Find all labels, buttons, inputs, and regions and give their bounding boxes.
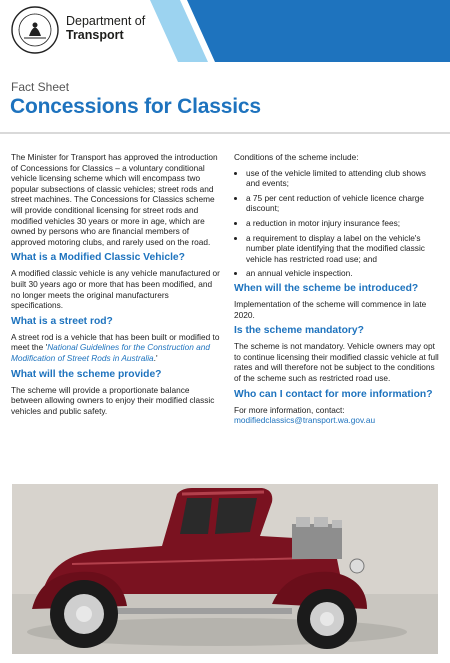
- conditions-intro: Conditions of the scheme include:: [234, 152, 359, 162]
- heading-when-introduced: When will the scheme be introduced?: [234, 282, 419, 294]
- condition-item: • use of the vehicle limited to attending club shows and events;: [246, 168, 442, 189]
- heading-modified-classic: What is a Modified Classic Vehicle?: [11, 252, 185, 264]
- wa-government-crest-icon: [10, 5, 60, 55]
- right-column: [234, 152, 442, 431]
- intro-paragraph: The Minister for Transport has approved the introduction of Concessions for Classics – a voluntary conditional vehicle licensing scheme which will encompass two popular subsections of classic vehicles; street rods and street machines. The Concessions for Classics scheme will provide conditional licensing for street rods and modified vehicles 30 years or more in age, which are owned by persons who are financial members of approved motoring clubs, and rarely used on the road.: [11, 152, 218, 247]
- condition-item: • a reduction in motor injury insurance fees;: [246, 218, 442, 229]
- street-rod-guidelines-link[interactable]: National Guidelines for the Construction and Modification of Street Rods in Australia: [11, 342, 210, 363]
- page-header: [0, 0, 450, 62]
- street-rod-text-end: .': [153, 352, 158, 363]
- street-rod-text-start: A street rod is a vehicle that has been built or modified to meet the ': [11, 331, 220, 353]
- contact-paragraph: [234, 405, 442, 426]
- title-divider: [0, 132, 450, 134]
- contact-email-link[interactable]: modifiedclassics@transport.wa.gov.au: [234, 415, 376, 426]
- modified-classic-paragraph: A modified classic vehicle is any vehicle manufactured or built 30 years ago or more that has been modified, and no longer meets the original manufacturers specifications.: [11, 268, 220, 311]
- conditions-list: [234, 168, 442, 279]
- condition-item: • a 75 per cent reduction of vehicle licence charge discount;: [246, 193, 442, 214]
- heading-contact: Who can I contact for more information?: [234, 388, 433, 400]
- contact-text: For more information, contact:: [234, 404, 345, 415]
- department-name: [66, 14, 145, 42]
- when-introduced-paragraph: Implementation of the scheme will commence in late 2020.: [234, 298, 427, 320]
- heading-street-rod: What is a street rod?: [11, 315, 113, 327]
- page-title: Concessions for Classics: [10, 95, 261, 118]
- condition-item: • a requirement to display a label on the vehicle's number plate identifying that the modified classic vehicle has restricted road use; and: [246, 233, 442, 265]
- hot-rod-photo: [12, 484, 438, 654]
- street-rod-paragraph: [11, 332, 223, 364]
- heading-mandatory: Is the scheme mandatory?: [234, 325, 364, 337]
- document-type-label: Fact Sheet: [11, 80, 70, 94]
- hot-rod-car-illustration: [12, 484, 438, 654]
- left-column: [11, 152, 223, 421]
- condition-item: • an annual vehicle inspection.: [246, 268, 442, 279]
- scheme-provide-paragraph: The scheme will provide a proportionate balance between allowing owners to enjoy their modified classic vehicles and public safety.: [11, 384, 215, 416]
- header-blue-band: [165, 0, 450, 62]
- mandatory-paragraph: The scheme is not mandatory. Vehicle owners may opt to continue licensing their modified classic vehicle at full rates and will therefore not be subject to the conditions of the scheme such as restricted road use.: [234, 341, 439, 383]
- department-line-2: Transport: [66, 28, 124, 42]
- heading-scheme-provide: What will the scheme provide?: [11, 368, 162, 380]
- department-line-1: Department of: [66, 14, 146, 28]
